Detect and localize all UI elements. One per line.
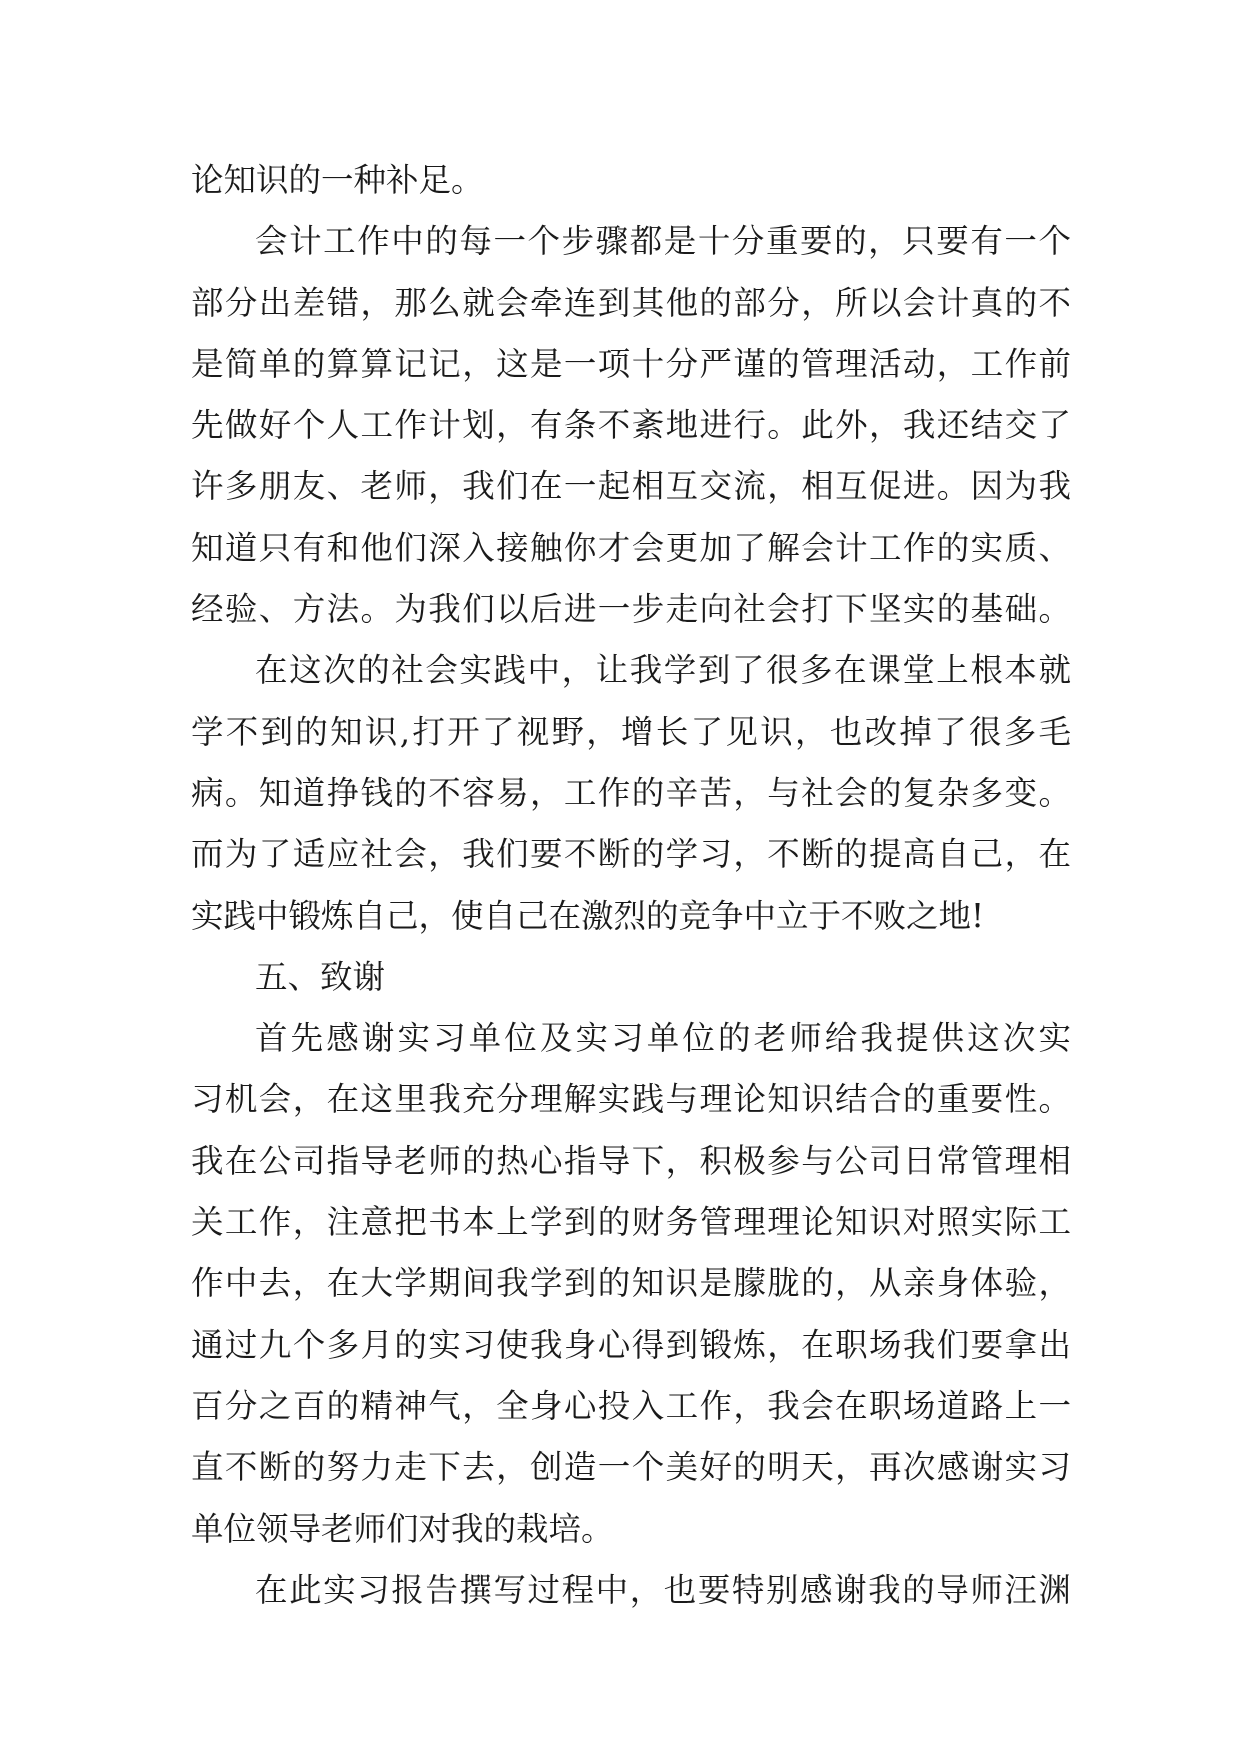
text-line: 是简单的算算记记，这是一项十分严谨的管理活动，工作前 — [191, 344, 1071, 383]
text-line: 百分之百的精神气，全身心投入工作，我会在职场道路上一 — [191, 1386, 1071, 1425]
section-heading: 五、致谢 — [255, 957, 386, 996]
paragraph-start-line: 首先感谢实习单位及实习单位的老师给我提供这次实 — [255, 1019, 1071, 1058]
text-line: 学不到的知识,打开了视野，增长了见识，也改掉了很多毛 — [191, 712, 1071, 751]
text-line: 通过九个多月的实习使我身心得到锻炼，在职场我们要拿出 — [191, 1325, 1071, 1364]
text-line: 许多朋友、老师，我们在一起相互交流，相互促进。因为我 — [191, 467, 1071, 506]
text-line: 先做好个人工作计划，有条不紊地进行。此外，我还结交了 — [191, 406, 1071, 445]
text-line: 部分出差错，那么就会牵连到其他的部分，所以会计真的不 — [191, 283, 1071, 322]
text-line: 而为了适应社会，我们要不断的学习，不断的提高自己，在 — [191, 835, 1071, 874]
text-line: 实践中锻炼自己，使自己在激烈的竞争中立于不败之地! — [191, 896, 985, 935]
paragraph-start-line: 在此实习报告撰写过程中，也要特别感谢我的导师汪渊 — [255, 1570, 1071, 1609]
paragraph-start-line: 在这次的社会实践中，让我学到了很多在课堂上根本就 — [255, 651, 1071, 690]
paragraph-start-line: 会计工作中的每一个步骤都是十分重要的，只要有一个 — [255, 222, 1071, 261]
text-line: 习机会，在这里我充分理解实践与理论知识结合的重要性。 — [191, 1080, 1071, 1119]
text-line: 关工作，注意把书本上学到的财务管理理论知识对照实际工 — [191, 1203, 1071, 1242]
text-line: 知道只有和他们深入接触你才会更加了解会计工作的实质、 — [191, 528, 1071, 567]
text-line: 论知识的一种补足。 — [191, 161, 484, 199]
text-line: 我在公司指导老师的热心指导下，积极参与公司日常管理相 — [191, 1141, 1071, 1180]
text-line: 经验、方法。为我们以后进一步走向社会打下坚实的基础。 — [191, 590, 1071, 629]
text-line: 病。知道挣钱的不容易，工作的辛苦，与社会的复杂多变。 — [191, 773, 1071, 812]
text-line: 作中去，在大学期间我学到的知识是朦胧的，从亲身体验， — [191, 1264, 1071, 1303]
text-line: 直不断的努力走下去，创造一个美好的明天，再次感谢实习 — [191, 1448, 1071, 1487]
document-body — [191, 150, 1071, 1621]
text-line: 单位领导老师们对我的栽培。 — [191, 1509, 614, 1548]
